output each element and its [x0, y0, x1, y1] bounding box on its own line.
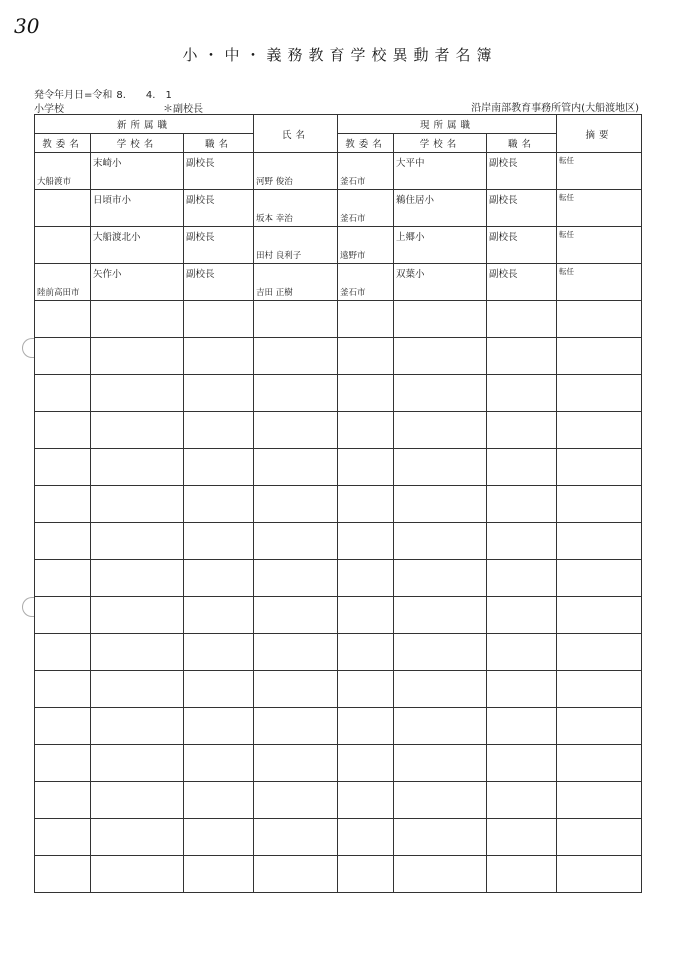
empty-row [35, 671, 642, 708]
empty-cell [487, 449, 557, 486]
empty-cell [91, 819, 184, 856]
new-school: 日頃市小 [93, 195, 132, 206]
empty-cell [487, 560, 557, 597]
table-row [35, 153, 642, 190]
empty-row [35, 486, 642, 523]
empty-cell [394, 449, 487, 486]
header-new-assignment: 新所属職 [35, 115, 254, 134]
person-name: 河野 俊治 [256, 177, 293, 187]
empty-cell [394, 856, 487, 893]
empty-cell [487, 523, 557, 560]
empty-cell [91, 856, 184, 893]
empty-cell [254, 597, 338, 634]
empty-cell [338, 449, 394, 486]
empty-cell [338, 745, 394, 782]
empty-cell [557, 523, 642, 560]
empty-cell [487, 301, 557, 338]
table-row [35, 190, 642, 227]
empty-cell [338, 856, 394, 893]
empty-cell [91, 412, 184, 449]
empty-cell [184, 634, 254, 671]
new-school: 末崎小 [93, 158, 122, 169]
empty-cell [184, 412, 254, 449]
empty-cell [338, 782, 394, 819]
empty-cell [338, 560, 394, 597]
empty-cell [254, 449, 338, 486]
empty-cell [338, 486, 394, 523]
empty-cell [487, 338, 557, 375]
position-label: ＊副校長 [163, 104, 203, 115]
person-name: 吉田 正樹 [256, 288, 293, 298]
empty-cell [184, 856, 254, 893]
empty-row [35, 338, 642, 375]
empty-cell [184, 375, 254, 412]
empty-cell [254, 486, 338, 523]
empty-cell [487, 708, 557, 745]
empty-cell [557, 671, 642, 708]
header-current-assignment: 現所属職 [338, 115, 557, 134]
issue-date-label: 発令年月日=令和 [34, 90, 113, 101]
empty-cell [254, 856, 338, 893]
empty-cell [35, 634, 91, 671]
empty-cell [487, 375, 557, 412]
header-remarks: 摘要 [557, 115, 642, 153]
empty-cell [254, 523, 338, 560]
empty-row [35, 449, 642, 486]
empty-cell [394, 486, 487, 523]
empty-cell [254, 671, 338, 708]
empty-cell [184, 819, 254, 856]
empty-cell [557, 634, 642, 671]
empty-cell [557, 782, 642, 819]
empty-cell [338, 338, 394, 375]
empty-cell [487, 856, 557, 893]
empty-cell [184, 486, 254, 523]
empty-row [35, 745, 642, 782]
empty-cell [557, 597, 642, 634]
empty-cell [394, 819, 487, 856]
empty-cell [35, 597, 91, 634]
empty-cell [184, 745, 254, 782]
empty-cell [487, 745, 557, 782]
empty-cell [35, 782, 91, 819]
empty-cell [338, 819, 394, 856]
empty-row [35, 560, 642, 597]
empty-row [35, 301, 642, 338]
empty-cell [184, 708, 254, 745]
empty-cell [394, 782, 487, 819]
remark: 転任 [559, 193, 575, 202]
empty-cell [91, 523, 184, 560]
current-board: 釜石市 [340, 288, 366, 298]
empty-cell [394, 708, 487, 745]
empty-cell [487, 486, 557, 523]
new-school: 大船渡北小 [93, 232, 141, 243]
header-name: 氏名 [254, 115, 338, 153]
empty-cell [35, 819, 91, 856]
empty-cell [91, 375, 184, 412]
empty-cell [338, 523, 394, 560]
empty-cell [487, 597, 557, 634]
empty-row [35, 597, 642, 634]
empty-row [35, 412, 642, 449]
empty-cell [91, 560, 184, 597]
empty-cell [338, 597, 394, 634]
header-current-title: 職名 [487, 134, 557, 153]
empty-cell [557, 708, 642, 745]
remark: 転任 [559, 267, 575, 276]
empty-cell [338, 634, 394, 671]
empty-cell [91, 634, 184, 671]
header-current-school: 学校名 [394, 134, 487, 153]
empty-cell [35, 671, 91, 708]
empty-cell [184, 782, 254, 819]
empty-cell [487, 634, 557, 671]
empty-cell [91, 745, 184, 782]
current-board: 遠野市 [340, 251, 366, 261]
empty-cell [35, 708, 91, 745]
empty-cell [394, 560, 487, 597]
empty-cell [35, 486, 91, 523]
empty-cell [557, 819, 642, 856]
empty-cell [184, 671, 254, 708]
empty-cell [35, 301, 91, 338]
empty-cell [91, 671, 184, 708]
current-school: 上郷小 [396, 232, 425, 243]
current-school: 双葉小 [396, 269, 425, 280]
empty-cell [338, 375, 394, 412]
new-school: 矢作小 [93, 269, 122, 280]
empty-row [35, 782, 642, 819]
current-title: 副校長 [489, 269, 518, 280]
empty-cell [557, 560, 642, 597]
empty-cell [91, 486, 184, 523]
roster-table [34, 114, 642, 893]
document-title: 小・中・義務教育学校異動者名簿 [182, 46, 498, 64]
empty-cell [394, 412, 487, 449]
empty-row [35, 523, 642, 560]
empty-cell [394, 634, 487, 671]
empty-cell [254, 338, 338, 375]
empty-row [35, 708, 642, 745]
empty-cell [394, 375, 487, 412]
empty-cell [338, 412, 394, 449]
current-board: 釜石市 [340, 214, 366, 224]
empty-cell [487, 819, 557, 856]
empty-cell [184, 523, 254, 560]
empty-cell [557, 301, 642, 338]
table-row [35, 227, 642, 264]
new-title: 副校長 [186, 195, 215, 206]
current-school: 鵜住居小 [396, 195, 435, 206]
empty-cell [338, 301, 394, 338]
table-row [35, 264, 642, 301]
issue-date [34, 86, 172, 101]
empty-cell [254, 708, 338, 745]
empty-row [35, 819, 642, 856]
empty-cell [557, 449, 642, 486]
page-number: 30 [14, 14, 40, 38]
issue-date-value: 8. 4. 1 [116, 90, 172, 101]
empty-cell [35, 856, 91, 893]
header-new-title: 職名 [184, 134, 254, 153]
empty-cell [394, 671, 487, 708]
empty-cell [557, 412, 642, 449]
header-new-school: 学校名 [91, 134, 184, 153]
person-name: 田村 良利子 [256, 251, 302, 261]
empty-row [35, 856, 642, 893]
empty-cell [254, 412, 338, 449]
empty-cell [35, 449, 91, 486]
empty-cell [184, 597, 254, 634]
header-new-board: 教委名 [35, 134, 91, 153]
empty-cell [91, 338, 184, 375]
empty-cell [35, 338, 91, 375]
empty-cell [394, 523, 487, 560]
empty-row [35, 634, 642, 671]
empty-cell [394, 338, 487, 375]
empty-cell [91, 449, 184, 486]
school-type: 小学校 [34, 104, 64, 115]
current-title: 副校長 [489, 158, 518, 169]
empty-cell [91, 301, 184, 338]
current-school: 大平中 [396, 158, 425, 169]
empty-cell [557, 486, 642, 523]
empty-cell [254, 782, 338, 819]
empty-cell [254, 301, 338, 338]
empty-cell [254, 560, 338, 597]
empty-cell [394, 597, 487, 634]
new-board: 大船渡市 [37, 177, 72, 187]
empty-cell [338, 708, 394, 745]
empty-cell [91, 597, 184, 634]
empty-cell [254, 819, 338, 856]
empty-cell [254, 375, 338, 412]
office-label: 沿岸南部教育事務所管内(大船渡地区) [471, 103, 639, 114]
empty-cell [254, 634, 338, 671]
empty-cell [184, 301, 254, 338]
empty-cell [557, 856, 642, 893]
empty-cell [487, 412, 557, 449]
empty-cell [184, 338, 254, 375]
empty-row [35, 375, 642, 412]
empty-cell [487, 782, 557, 819]
empty-cell [35, 523, 91, 560]
empty-cell [184, 449, 254, 486]
current-title: 副校長 [489, 195, 518, 206]
header-current-board: 教委名 [338, 134, 394, 153]
current-title: 副校長 [489, 232, 518, 243]
empty-cell [487, 671, 557, 708]
empty-cell [557, 375, 642, 412]
new-title: 副校長 [186, 232, 215, 243]
empty-cell [35, 375, 91, 412]
remark: 転任 [559, 156, 575, 165]
new-title: 副校長 [186, 269, 215, 280]
remark: 転任 [559, 230, 575, 239]
empty-cell [35, 412, 91, 449]
empty-cell [557, 745, 642, 782]
empty-cell [338, 671, 394, 708]
empty-cell [35, 560, 91, 597]
empty-cell [254, 745, 338, 782]
new-board: 陸前高田市 [37, 288, 80, 298]
empty-cell [557, 338, 642, 375]
current-board: 釜石市 [340, 177, 366, 187]
person-name: 坂本 幸治 [256, 214, 293, 224]
empty-cell [394, 745, 487, 782]
empty-cell [91, 708, 184, 745]
empty-cell [394, 301, 487, 338]
new-title: 副校長 [186, 158, 215, 169]
empty-cell [35, 745, 91, 782]
empty-cell [184, 560, 254, 597]
empty-cell [91, 782, 184, 819]
